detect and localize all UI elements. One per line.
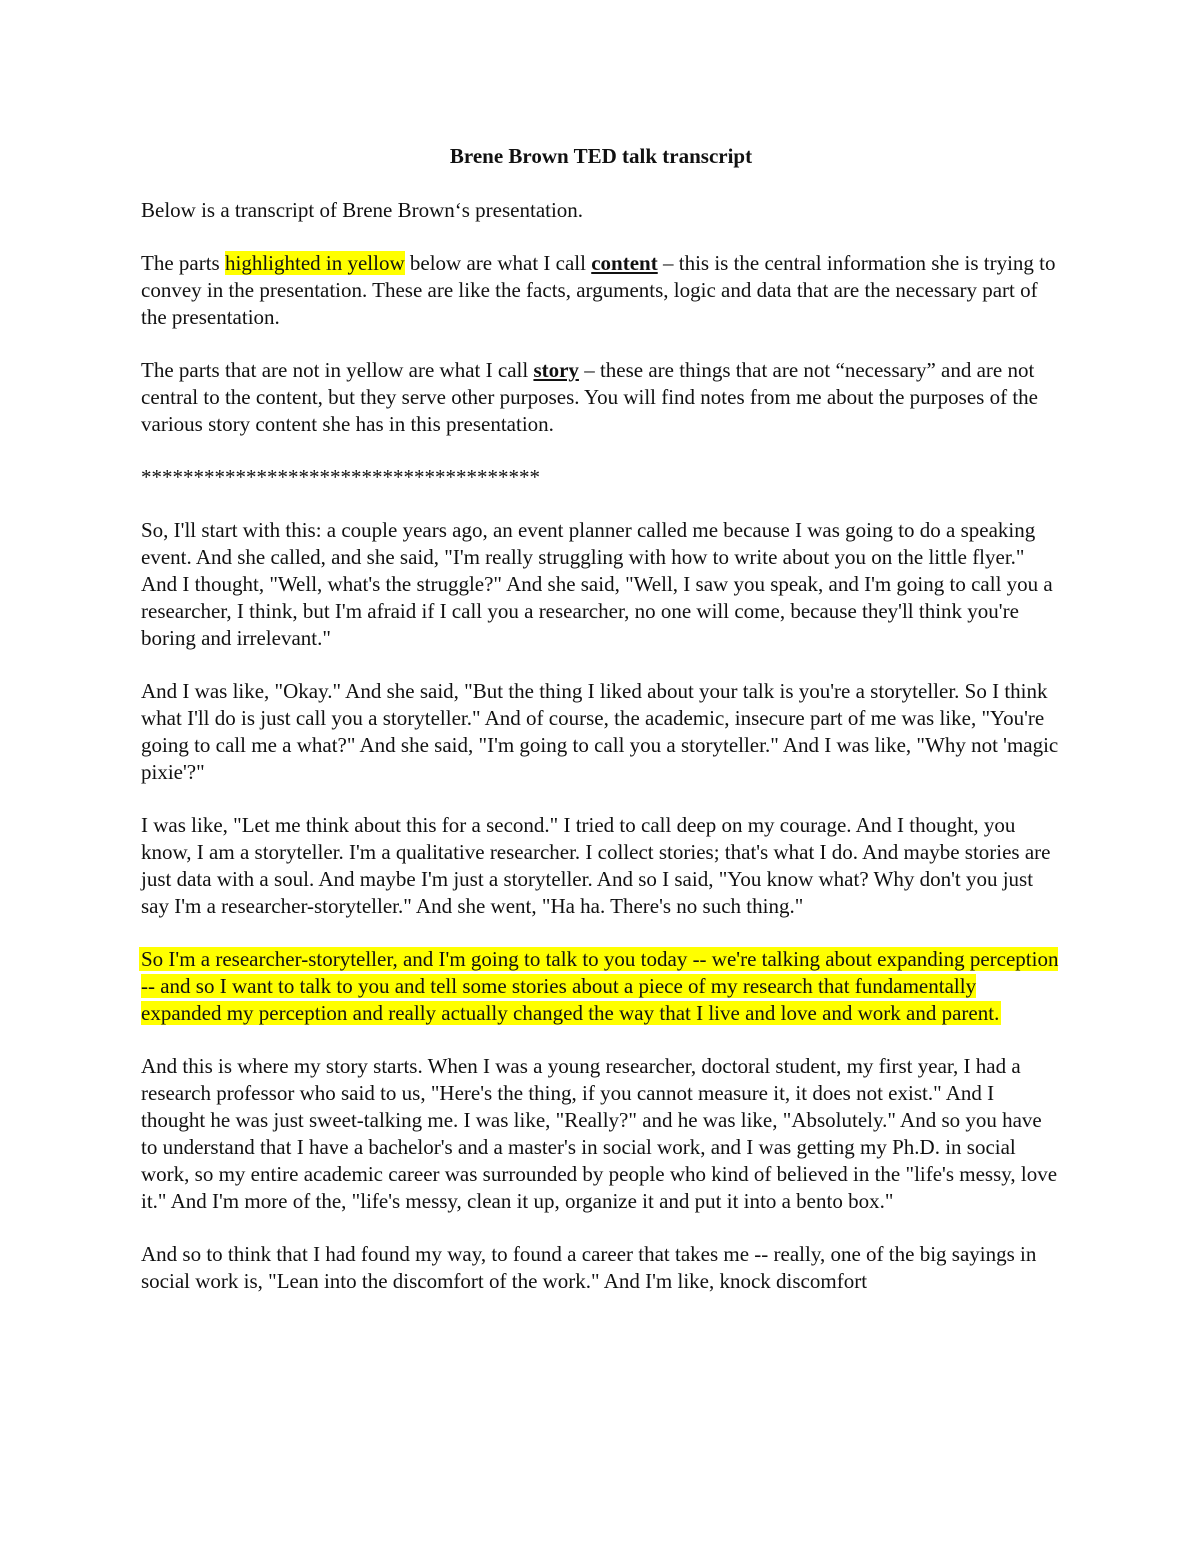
content-definition-paragraph: [141, 250, 1061, 331]
transcript-paragraph-5: And this is where my story starts. When I was a young researcher, doctoral student, my first year, I had a research professor who said to us, "Here's the thing, if you cannot measure it, it does not exist." And I thought he was just sweet-talking me. I was like, "Really?" and he was like, "Absolutely." And so you have to understand that I have a bachelor's and a master's in social work, and I was getting my Ph.D. in social work, so my entire academic career was surrounded by people who kind of believed in the "life's messy, love it." And I'm more of the, "life's messy, clean it up, organize it and put it into a bento box.": [141, 1054, 1058, 1213]
intro-paragraph: Below is a transcript of Brene Brown‘s presentation.: [141, 198, 584, 222]
transcript-paragraph-6: And so to think that I had found my way, to found a career that takes me -- really, one of the big sayings in social work is, "Lean into the discomfort of the work." And I'm like, knock discomfort: [141, 1242, 1037, 1293]
transcript-paragraph-2: And I was like, "Okay." And she said, "But the thing I liked about your talk is you're a storyteller. So I think what I'll do is just call you a storyteller." And of course, the academic, insecure part of me was like, "You're going to call me a what?" And she said, "I'm going to call you a storyteller." And I was like, "Why not 'magic pixie'?": [141, 679, 1059, 784]
transcript-paragraph-1: So, I'll start with this: a couple years ago, an event planner called me because I was going to do a speaking event. And she called, and she said, "I'm really struggling with how to write about you on the little flyer." And I thought, "Well, what's the struggle?" And she said, "Well, I saw you speak, and I'm going to call you a researcher, I think, but I'm afraid if I call you a researcher, no one will come, because they'll think you're boring and irrelevant.": [141, 518, 1053, 650]
transcript-paragraph-highlighted: [141, 946, 1061, 1027]
highlight-sample: highlighted in yellow: [224, 251, 405, 275]
story-definition-paragraph: [141, 357, 1061, 438]
content-para-mid: below are what I call: [404, 251, 592, 275]
highlighted-content-text: So I'm a researcher-storyteller, and I'm going to talk to you today -- we're talking about expanding perception -- and so I want to talk to you and tell some stories about a piece of my research that fundamentally expanded my perception and really actually changed the way that I live and love and work and parent.: [141, 947, 1059, 1025]
story-para-tail: – these are things that are not “necessary” and are not central to the content, but they serve other purposes. You will find notes from me about the purposes of the various story content she has in this presentation.: [141, 358, 1038, 436]
content-para-tail: – this is the central information she is trying to convey in the presentation. These are like the facts, arguments, logic and data that are the necessary part of the presentation.: [141, 251, 1056, 329]
story-para-lead: The parts that are not in yellow are what I call: [141, 358, 534, 382]
transcript-paragraph-3: I was like, "Let me think about this for a second." I tried to call deep on my courage. And I thought, you know, I am a storyteller. I'm a qualitative researcher. I collect stories; that's what I do. And maybe stories are just data with a soul. And maybe I'm just a storyteller. And so I said, "You know what? Why don't you just say I'm a researcher-storyteller." And she went, "Ha ha. There's no such thing.": [141, 813, 1051, 918]
content-term: content: [591, 251, 658, 275]
document-title: Brene Brown TED talk transcript: [449, 144, 753, 168]
document-body: [141, 143, 1061, 1321]
asterisk-divider: **************************************: [141, 465, 540, 489]
story-term: story: [533, 358, 579, 382]
content-para-lead: The parts: [141, 251, 225, 275]
